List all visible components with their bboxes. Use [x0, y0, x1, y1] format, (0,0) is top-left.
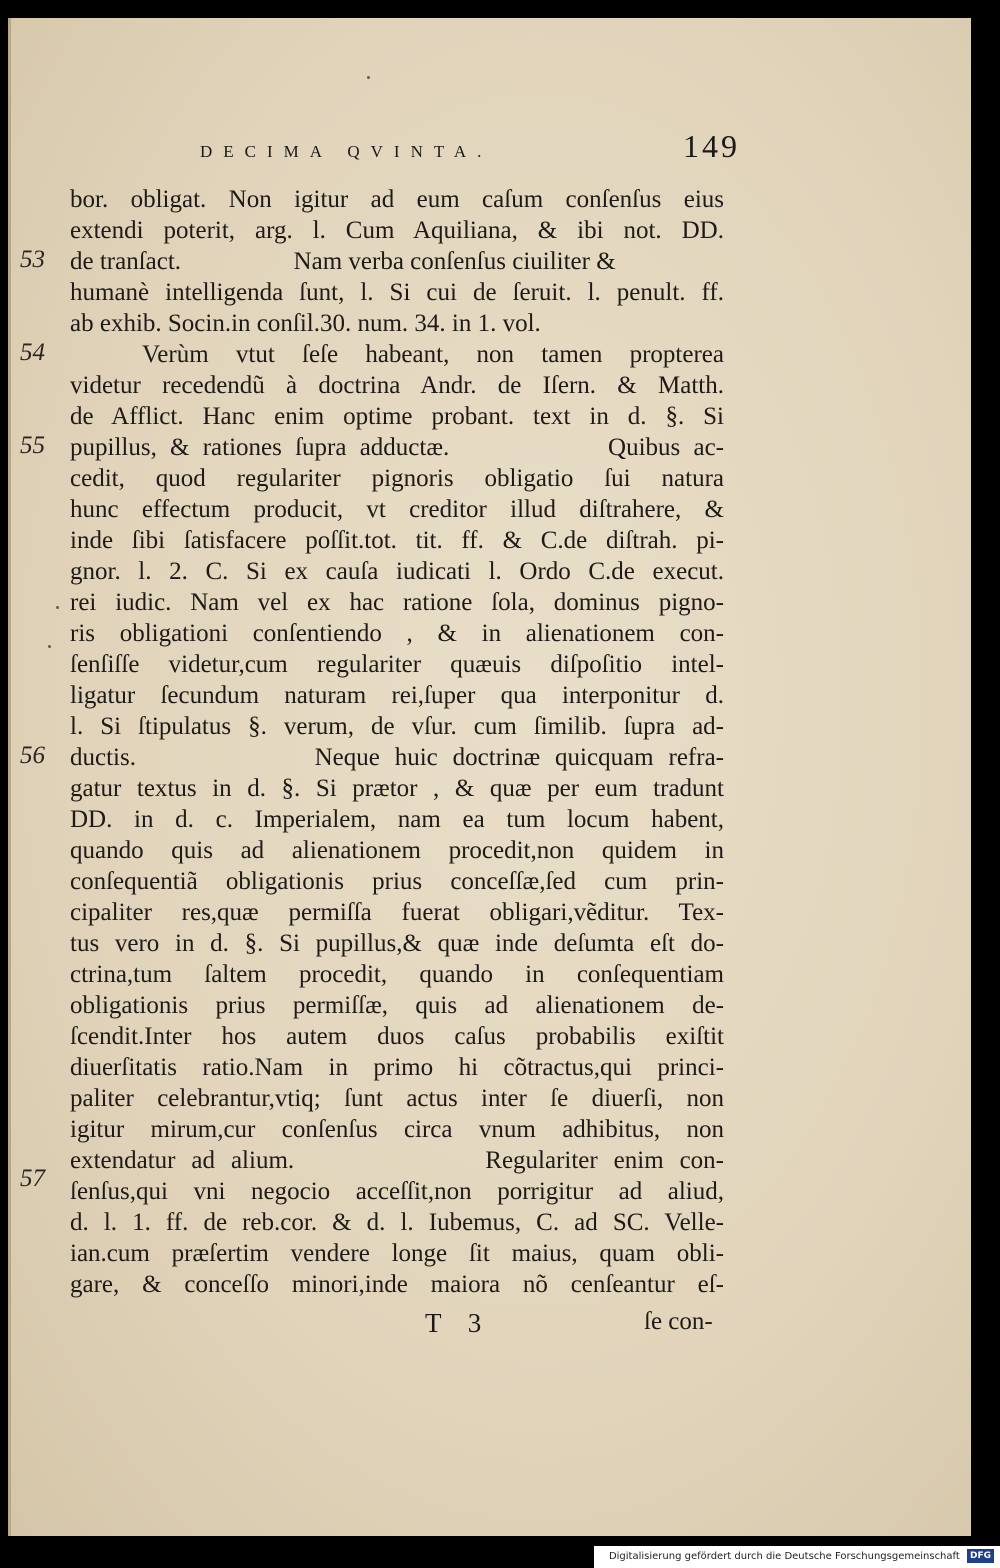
marginal-number: 56	[20, 742, 45, 769]
text-line: DD. in d. c. Imperialem, nam ea tum locum habent,	[70, 806, 724, 833]
text-line: extendi poterit, arg. l. Cum Aquiliana, & ibi not. DD.	[70, 217, 724, 244]
text-line: extendatur ad alium. Regulariter enim con-	[70, 1147, 724, 1174]
text-line: gatur textus in d. §. Si prætor , & quæ per eum tradunt	[70, 775, 724, 802]
text-line: gare, & conceſſo minori,inde maiora nõ cenſeantur eſ-	[70, 1271, 724, 1298]
text-line: ctrina,tum ſaltem procedit, quando in conſequentiam	[70, 961, 724, 988]
text-line: ian.cum præſertim vendere longe ſit maius, quam obli-	[70, 1240, 724, 1267]
digitization-note: Digitalisierung gefördert durch die Deutsche Forschungsgemeinschaft	[608, 1551, 960, 1562]
page-number: 149	[683, 128, 740, 164]
text-line: quando quis ad alienationem procedit,non quidem in	[70, 837, 724, 864]
text-line: igitur mirum,cur conſenſus circa vnum adhibitus, non	[70, 1116, 724, 1143]
dfg-logo: DFG	[967, 1549, 994, 1563]
text-line: pupillus, & rationes ſupra adductæ. Quibus ac-	[70, 434, 724, 461]
marginal-number: 55	[20, 432, 45, 459]
text-line: tus vero in d. §. Si pupillus,& quæ inde deſumta eſt do-	[70, 930, 724, 957]
text-line: de Afflict. Hanc enim optime probant. text in d. §. Si	[70, 403, 724, 430]
text-line: hunc effectum producit, vt creditor illud diſtrahere, &	[70, 496, 724, 523]
text-line: gnor. l. 2. C. Si ex cauſa iudicati l. Ordo C.de execut.	[70, 558, 724, 585]
text-line: obligationis prius permiſſæ, quis ad alienationem de-	[70, 992, 724, 1019]
text-line: bor. obligat. Non igitur ad eum caſum conſenſus eius	[70, 186, 724, 213]
text-line: conſequentiã obligationis prius conceſſæ,ſed cum prin-	[70, 868, 724, 895]
text-line: d. l. 1. ff. de reb.cor. & d. l. Iubemus, C. ad SC. Velle-	[70, 1209, 724, 1236]
page-header	[200, 128, 740, 168]
ink-speck	[48, 645, 51, 648]
marginal-number: 53	[20, 246, 45, 273]
text-line: ligatur ſecundum naturam rei,ſuper qua interponitur d.	[70, 682, 724, 709]
text-line: de tranſact. Nam verba conſenſus ciuiliter &	[70, 248, 616, 275]
ink-speck	[367, 76, 370, 79]
marginal-number: 54	[20, 339, 45, 366]
text-line: l. Si ſtipulatus §. verum, de vſur. cum ſimilib. ſupra ad-	[70, 713, 724, 740]
text-line: cedit, quod regulariter pignoris obligatio ſui natura	[70, 465, 724, 492]
text-line: ductis. Neque huic doctrinæ quicquam refra-	[70, 744, 724, 771]
catchword: ſe con-	[644, 1308, 713, 1335]
text-line: rei iudic. Nam vel ex hac ratione ſola, dominus pigno-	[70, 589, 724, 616]
marginal-number: 57	[20, 1165, 45, 1192]
text-line: ſenſiſſe videtur,cum regulariter quæuis diſpoſitio intel-	[70, 651, 724, 678]
text-line: ſenſus,qui vni negocio acceſſit,non porrigitur ad aliud,	[70, 1178, 724, 1205]
ink-speck	[56, 606, 59, 609]
signature-mark: T 3	[425, 1308, 492, 1338]
text-line: ſcendit.Inter hos autem duos caſus probabilis exiſtit	[70, 1023, 724, 1050]
text-line: videtur recedendũ à doctrina Andr. de Iſern. & Matth.	[70, 372, 724, 399]
text-line: paliter celebrantur,vtiq; ſunt actus inter ſe diuerſi, non	[70, 1085, 724, 1112]
running-head: DECIMA QVINTA.	[200, 142, 493, 161]
text-line: humanè intelligenda ſunt, l. Si cui de ſeruit. l. penult. ff.	[70, 279, 724, 306]
text-line: inde ſibi ſatisfacere poſſit.tot. tit. ff. & C.de diſtrah. pi-	[70, 527, 724, 554]
text-line: cipaliter res,quæ permiſſa fuerat obligari,vẽditur. Tex-	[70, 899, 724, 926]
digitization-banner	[594, 1546, 1000, 1568]
text-line: diuerſitatis ratio.Nam in primo hi cõtractus,qui princi-	[70, 1054, 724, 1081]
text-line: Verùm vtut ſeſe habeant, non tamen propterea	[142, 341, 724, 368]
text-line: ris obligationi conſentiendo , & in alienationem con-	[70, 620, 724, 647]
text-line: ab exhib. Socin.in conſil.30. num. 34. in 1. vol.	[70, 310, 541, 337]
